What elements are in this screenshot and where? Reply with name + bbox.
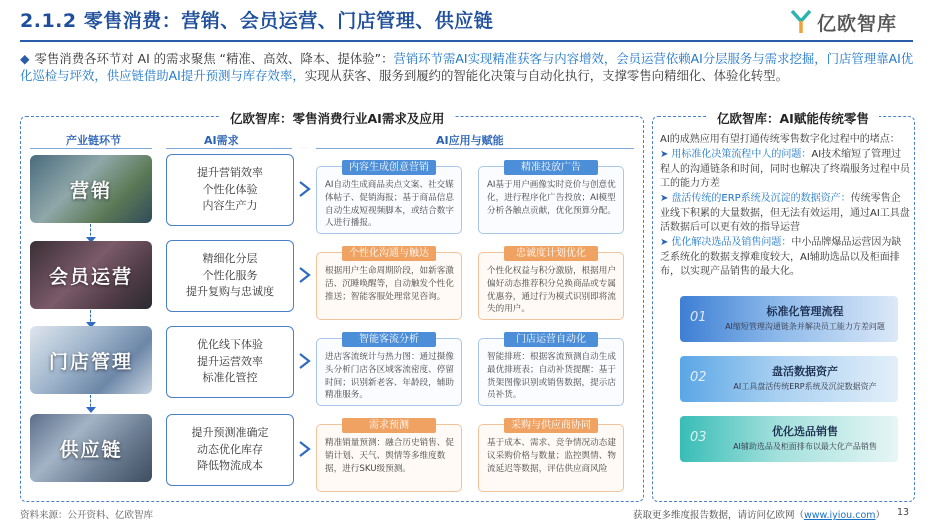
app-card-title: 门店运营自动化: [504, 332, 598, 347]
app-card-title: 个性化沟通与触达: [342, 246, 436, 261]
app-card-text: AI基于用户画像实时竞价与创意优化，进行程序化广告投放；AI模型分析各触点贡献，优化预算分配。: [487, 180, 616, 216]
app-card-title: 需求预测: [342, 418, 436, 433]
need-item: 降低物流成本: [197, 459, 263, 473]
intro-tail: 实现从获客、服务到履约的智能化决策与自动化执行，支撑零售向精细化、体验化转型。: [304, 68, 788, 83]
need-item: 提升复购与忠诚度: [186, 285, 274, 299]
ai-need-box: [166, 240, 294, 312]
bullet-text: 传统零售企业线下积累的大量数据，但无法有效运用，通过AI工具盘活数据后可以更有效的指导运营: [660, 193, 910, 233]
need-item: 标准化管控: [202, 371, 258, 385]
app-card: [478, 248, 624, 320]
app-card: [478, 162, 624, 234]
step-subtitle: AI工具盘活传统ERP系统及沉淀数据资产: [733, 382, 877, 391]
col-header-need: AI需求: [204, 134, 239, 147]
ai-empower-intro: AI的成熟应用有望打通传统零售数字化过程中的堵点：: [660, 134, 900, 145]
need-item: 内容生产力: [202, 199, 258, 213]
col-header-underline: [30, 148, 152, 149]
need-item: 优化线下体验: [197, 338, 263, 352]
need-item: 提升预测准确定: [191, 426, 269, 440]
app-card: [316, 334, 462, 406]
app-card-text: 精准销量预测：融合历史销售、促销计划、天气、舆情等多维度数据，进行SKU级预测。: [325, 438, 454, 474]
ai-need-box: [166, 154, 294, 226]
ai-need-box: [166, 326, 294, 398]
ai-needs-panel-title: 亿欧智库：零售消费行业AI需求及应用: [220, 109, 454, 127]
app-card-text: 进店客流统计与热力图：通过摄像头分析门店各区域客流密度、停留时间；识别新老客、年龄段，辅助精准服务。: [325, 352, 454, 401]
stage-image-marketing: [30, 155, 152, 223]
triangle-bullet-icon: ➤: [660, 193, 669, 204]
app-card: [316, 420, 462, 492]
empower-step: [680, 296, 898, 342]
app-card-title: 智能客流分析: [342, 332, 436, 347]
footer-close: ）: [875, 510, 886, 521]
app-card: [478, 334, 624, 406]
logo-mark-icon: [790, 9, 812, 35]
bullet-text: AI技术缩短了管理过程人的沟通链条和时间，同时也解决了终端服务过程中员工的能力方差: [660, 149, 910, 189]
step-number: 02: [690, 370, 707, 385]
app-card-text: 基于成本、需求、竞争情况动态建议采购价格与数量；监控舆情、物流延迟等数据，评估供应商风险: [487, 438, 616, 474]
intro-lead: 零售消费各环节对 AI 的需求聚焦 “精准、高效、降本、提体验”：: [34, 51, 394, 66]
col-header-underline: [166, 148, 292, 149]
footer-text: 获取更多维度报告数据，请访问亿欧网（: [633, 510, 805, 521]
footer-more: [633, 507, 885, 521]
arrow-down-icon: [86, 407, 96, 413]
source-note: 资料来源：公开资料、亿欧智库: [20, 510, 154, 521]
ai-need-box: [166, 414, 294, 486]
footer-link[interactable]: www.iyiou.com: [804, 510, 876, 521]
empower-bullet: [660, 192, 910, 236]
empower-step: [680, 416, 898, 462]
bullet-label: 盘活传统的ERP系统及沉淀的数据资产：: [671, 193, 851, 204]
app-card-title: 内容生成创意营销: [342, 160, 436, 175]
step-number: 01: [690, 310, 707, 325]
step-number: 03: [690, 430, 707, 445]
triangle-bullet-icon: ➤: [660, 149, 669, 160]
empower-bullet: [660, 148, 910, 192]
app-card-title: 精准投放广告: [504, 160, 598, 175]
step-title: 盘活数据资产: [772, 365, 838, 378]
app-card-text: 个性化权益与积分激励，根据用户偏好动态推荐积分兑换商品或专属优惠券，通过行为模式识别即将流失的用户。: [487, 266, 616, 315]
page-number: 13: [897, 507, 910, 518]
title-divider: [20, 40, 913, 42]
empower-step: [680, 356, 898, 402]
stage-label: 供应链: [59, 438, 123, 461]
chevron-right-icon: [298, 440, 312, 458]
chevron-right-icon: [298, 180, 312, 198]
step-title: 标准化管理流程: [766, 305, 844, 318]
app-card-text: 根据用户生命周期阶段，如新客激活、沉睡唤醒等，自动触发个性化推送；智能客服处理常见咨询。: [325, 266, 454, 302]
logo-text: 亿欧智库: [817, 12, 898, 35]
intro-highlight: 营销环节需AI实现精准获客与内容增效，会员运营依赖AI分层服务与需求挖掘，门店管理靠AI优化巡检与坪效，供应链借助AI提升预测与库存效率，: [20, 51, 914, 83]
bullet-label: 用标准化决策流程中人的问题：: [671, 149, 812, 160]
logo: [790, 8, 897, 36]
triangle-bullet-icon: ➤: [660, 237, 669, 248]
need-item: 提升营销效率: [197, 166, 263, 180]
app-card-text: 智能排班：根据客流预测自动生成最优排班表；自动补货提醒：基于货架图像识别或销售数据，提示店员补货。: [487, 352, 616, 401]
app-card-text: AI自动生成商品卖点文案、社交媒体帖子、促销海报；基于商品信息自动生成短视频脚本，或结合数字人进行播报。: [325, 180, 454, 229]
step-title: 优化选品销售: [772, 425, 838, 438]
chevron-right-icon: [298, 352, 312, 370]
bullet-text: 中小品牌爆品运营因为缺乏系统化的数据支撑难度较大，AI辅助选品以及柜面排布，以实现产品销售的最大化。: [660, 237, 902, 277]
stage-image-store: [30, 326, 152, 394]
stage-label: 门店管理: [48, 350, 133, 373]
empower-bullet: [660, 236, 910, 280]
app-card: [316, 248, 462, 320]
need-item: 动态优化库存: [197, 442, 263, 456]
col-header-chain: 产业链环节: [66, 134, 121, 147]
stage-label: 营销: [69, 179, 112, 202]
need-item: 个性化体验: [202, 182, 258, 196]
app-card: [478, 420, 624, 492]
app-card-title: 采购与供应商协同: [504, 418, 598, 433]
stage-label: 会员运营: [48, 265, 133, 288]
need-item: 精细化分层: [202, 252, 258, 266]
step-subtitle: AI缩短管理沟通链条并解决员工能力方差问题: [725, 322, 885, 331]
stage-image-membership: [30, 241, 152, 309]
diamond-bullet-icon: ◆: [20, 51, 30, 66]
need-item: 提升运营效率: [197, 354, 263, 368]
chevron-right-icon: [298, 266, 312, 284]
stage-image-supply-chain: [30, 414, 152, 482]
need-item: 个性化服务: [202, 268, 258, 282]
bullet-label: 优化解决选品及销售问题：: [671, 237, 792, 248]
col-header-app: AI应用与赋能: [436, 134, 504, 147]
step-subtitle: AI辅助选品及柜面排布以最大化产品销售: [733, 442, 877, 451]
intro-paragraph: [20, 50, 920, 84]
col-header-underline: [316, 148, 634, 149]
ai-empower-panel-title: 亿欧智库：AI赋能传统零售: [707, 109, 879, 127]
app-card: [316, 162, 462, 234]
app-card-title: 忠诚度计划优化: [504, 246, 598, 261]
page-title: 2.1.2 零售消费：营销、会员运营、门店管理、供应链: [20, 10, 494, 32]
